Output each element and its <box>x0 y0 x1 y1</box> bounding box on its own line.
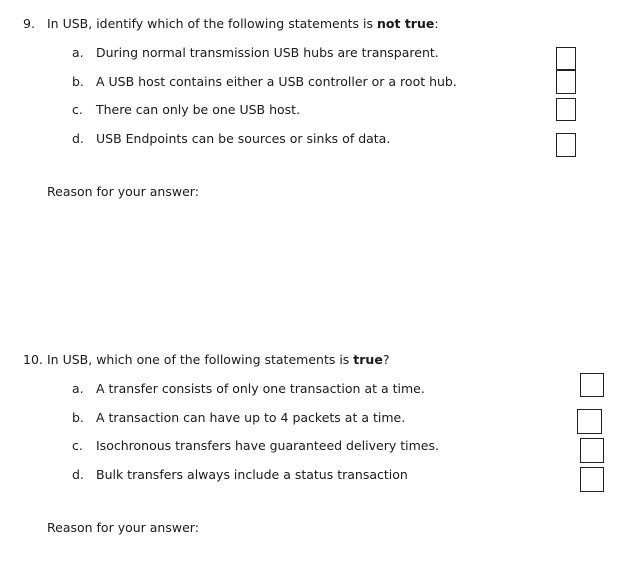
question-10-suffix: ? <box>382 352 390 367</box>
question-9-prefix: In USB, identify which of the following statements is <box>47 16 377 31</box>
question-9-checkbox-b[interactable] <box>556 70 576 94</box>
question-9-text <box>47 16 439 31</box>
option-letter: d. <box>72 467 84 482</box>
question-9-number: 9. <box>23 16 35 31</box>
question-10-number: 10. <box>23 352 43 367</box>
question-10-checkbox-d[interactable] <box>580 467 604 492</box>
option-text: During normal transmission USB hubs are transparent. <box>96 45 439 60</box>
option-text: Bulk transfers always include a status transaction <box>96 467 408 482</box>
option-text: A USB host contains either a USB controller or a root hub. <box>96 74 457 89</box>
question-10-prefix: In USB, which one of the following statements is <box>47 352 354 367</box>
question-9-checkbox-d[interactable] <box>556 133 576 157</box>
option-letter: c. <box>72 438 83 453</box>
option-letter: a. <box>72 381 84 396</box>
option-letter: b. <box>72 74 84 89</box>
option-text: A transfer consists of only one transaction at a time. <box>96 381 425 396</box>
option-letter: a. <box>72 45 84 60</box>
question-10-emphasis: true <box>353 352 383 367</box>
question-9-checkbox-c[interactable] <box>556 98 576 121</box>
question-10-reason-label: Reason for your answer: <box>47 520 199 535</box>
question-10-checkbox-c[interactable] <box>580 438 604 463</box>
question-9-checkbox-a[interactable] <box>556 47 576 70</box>
option-text: USB Endpoints can be sources or sinks of data. <box>96 131 391 146</box>
question-9-emphasis: not true <box>377 16 435 31</box>
option-letter: c. <box>72 102 83 117</box>
option-text: A transaction can have up to 4 packets at a time. <box>96 410 406 425</box>
question-9-reason-label: Reason for your answer: <box>47 184 199 199</box>
question-10-checkbox-a[interactable] <box>580 373 604 397</box>
option-text: Isochronous transfers have guaranteed delivery times. <box>96 438 439 453</box>
question-10-checkbox-b[interactable] <box>577 409 602 434</box>
option-letter: b. <box>72 410 84 425</box>
question-10-text <box>47 352 389 367</box>
option-text: There can only be one USB host. <box>96 102 301 117</box>
question-9-suffix: : <box>434 16 439 31</box>
option-letter: d. <box>72 131 84 146</box>
